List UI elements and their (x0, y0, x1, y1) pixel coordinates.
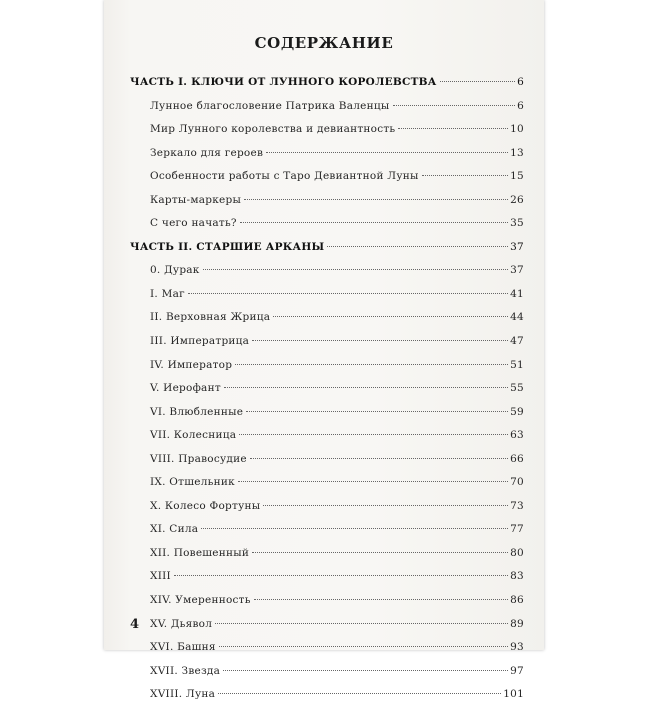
dot-leader (327, 246, 508, 247)
toc-entry-page-number: 89 (510, 617, 524, 630)
dot-leader (188, 293, 508, 294)
toc-entry (130, 476, 524, 500)
toc-entry-page-number: 70 (510, 476, 524, 489)
toc-entry-page-number: 66 (510, 452, 524, 465)
toc-entry-page-number: 15 (510, 170, 524, 183)
toc-entry (130, 288, 524, 312)
dot-leader (244, 199, 508, 200)
toc-entry (130, 382, 524, 406)
toc-entry-page-number: 47 (510, 335, 524, 348)
toc-part-heading (130, 241, 524, 265)
toc-entry-label: Зеркало для героев (150, 146, 264, 159)
dot-leader (250, 458, 508, 459)
dot-leader (393, 105, 516, 106)
toc-entry-label: XV. Дьявол (150, 617, 213, 630)
toc-entry-page-number: 97 (510, 664, 524, 677)
toc-entry (130, 641, 524, 665)
page-title: СОДЕРЖАНИЕ (254, 34, 394, 52)
toc-entry-label: XIII (150, 570, 171, 583)
toc-entry-label: II. Верховная Жрица (150, 311, 271, 324)
toc-entry-label: Карты-маркеры (150, 193, 242, 206)
toc-entry-label: Особенности работы с Таро Девиантной Луны (150, 170, 419, 183)
toc-entry-label: XVI. Башня (150, 641, 216, 654)
dot-leader (219, 646, 508, 647)
toc-entry-page-number: 80 (510, 546, 524, 559)
toc-entry (130, 311, 524, 335)
dot-leader (224, 387, 508, 388)
dot-leader (440, 81, 515, 82)
table-of-contents (130, 76, 524, 712)
toc-entry-label: VIII. Правосудие (150, 452, 247, 465)
toc-entry-page-number: 13 (510, 146, 524, 159)
toc-entry (130, 147, 524, 171)
toc-entry-label: XIV. Умеренность (150, 594, 251, 607)
toc-entry-page-number: 6 (517, 99, 524, 112)
dot-leader (239, 434, 508, 435)
dot-leader (273, 316, 508, 317)
toc-entry-page-number: 37 (510, 240, 524, 253)
dot-leader (252, 552, 508, 553)
dot-leader (203, 269, 509, 270)
toc-entry-label: VI. Влюбленные (150, 405, 244, 418)
toc-entry-page-number: 73 (510, 499, 524, 512)
toc-entry-page-number: 35 (510, 217, 524, 230)
toc-entry (130, 618, 524, 642)
toc-entry-label: IV. Император (150, 358, 233, 371)
dot-leader (254, 599, 508, 600)
toc-entry-label: III. Императрица (150, 335, 250, 348)
dot-leader (215, 623, 508, 624)
dot-leader (174, 575, 508, 576)
toc-entry (130, 406, 524, 430)
dot-leader (223, 670, 508, 671)
toc-entry (130, 500, 524, 524)
toc-entry-page-number: 83 (510, 570, 524, 583)
toc-entry-page-number: 26 (510, 193, 524, 206)
toc-entry-label: XII. Повешенный (150, 546, 250, 559)
dot-leader (263, 505, 508, 506)
dot-leader (238, 481, 508, 482)
page-number: 4 (130, 617, 140, 632)
toc-entry (130, 170, 524, 194)
toc-entry-page-number: 86 (510, 594, 524, 607)
toc-entry-label: Мир Лунного королевства и девиантность (150, 123, 396, 136)
toc-entry (130, 335, 524, 359)
toc-entry (130, 665, 524, 689)
toc-entry-page-number: 59 (510, 405, 524, 418)
toc-entry-label: V. Иерофант (150, 382, 221, 395)
toc-entry-page-number: 93 (510, 641, 524, 654)
toc-entry (130, 547, 524, 571)
toc-entry (130, 194, 524, 218)
toc-part-heading (130, 76, 524, 100)
toc-entry-label: XVIII. Луна (150, 688, 216, 701)
dot-leader (235, 364, 508, 365)
toc-entry-page-number: 10 (510, 123, 524, 136)
toc-entry (130, 359, 524, 383)
toc-entry-label: XVII. Звезда (150, 664, 221, 677)
toc-entry-label: 0. Дурак (150, 264, 200, 277)
toc-entry (130, 217, 524, 241)
toc-entry-label: VII. Колесница (150, 429, 237, 442)
dot-leader (218, 693, 501, 694)
toc-entry-page-number: 55 (510, 382, 524, 395)
toc-entry-page-number: 77 (510, 523, 524, 536)
toc-entry-label: X. Колесо Фортуны (150, 499, 261, 512)
toc-entry (130, 570, 524, 594)
dot-leader (266, 152, 508, 153)
toc-entry-label: Лунное благословение Патрика Валенцы (150, 99, 390, 112)
toc-entry (130, 688, 524, 712)
toc-entry-label: XI. Сила (150, 523, 199, 536)
toc-entry-page-number: 44 (510, 311, 524, 324)
toc-entry-page-number: 63 (510, 429, 524, 442)
toc-entry (130, 523, 524, 547)
toc-entry (130, 264, 524, 288)
toc-entry-label: ЧАСТЬ I. КЛЮЧИ ОТ ЛУННОГО КОРОЛЕВСТВА (130, 76, 437, 88)
toc-entry-label: С чего начать? (150, 217, 237, 230)
toc-entry-page-number: 51 (510, 358, 524, 371)
toc-entry (130, 123, 524, 147)
toc-entry-page-number: 37 (510, 264, 524, 277)
toc-entry-page-number: 6 (517, 76, 524, 88)
dot-leader (240, 222, 508, 223)
toc-entry (130, 594, 524, 618)
dot-leader (201, 528, 508, 529)
toc-entry (130, 100, 524, 124)
dot-leader (246, 411, 508, 412)
book-page (104, 0, 544, 701)
toc-entry (130, 429, 524, 453)
toc-entry (130, 453, 524, 477)
dot-leader (252, 340, 508, 341)
toc-entry-label: I. Маг (150, 287, 185, 300)
toc-entry-label: ЧАСТЬ II. СТАРШИЕ АРКАНЫ (130, 240, 325, 253)
toc-entry-label: IX. Отшельник (150, 476, 235, 489)
dot-leader (422, 175, 509, 176)
dot-leader (398, 128, 508, 129)
toc-entry-page-number: 101 (503, 688, 524, 701)
toc-entry-page-number: 41 (510, 287, 524, 300)
